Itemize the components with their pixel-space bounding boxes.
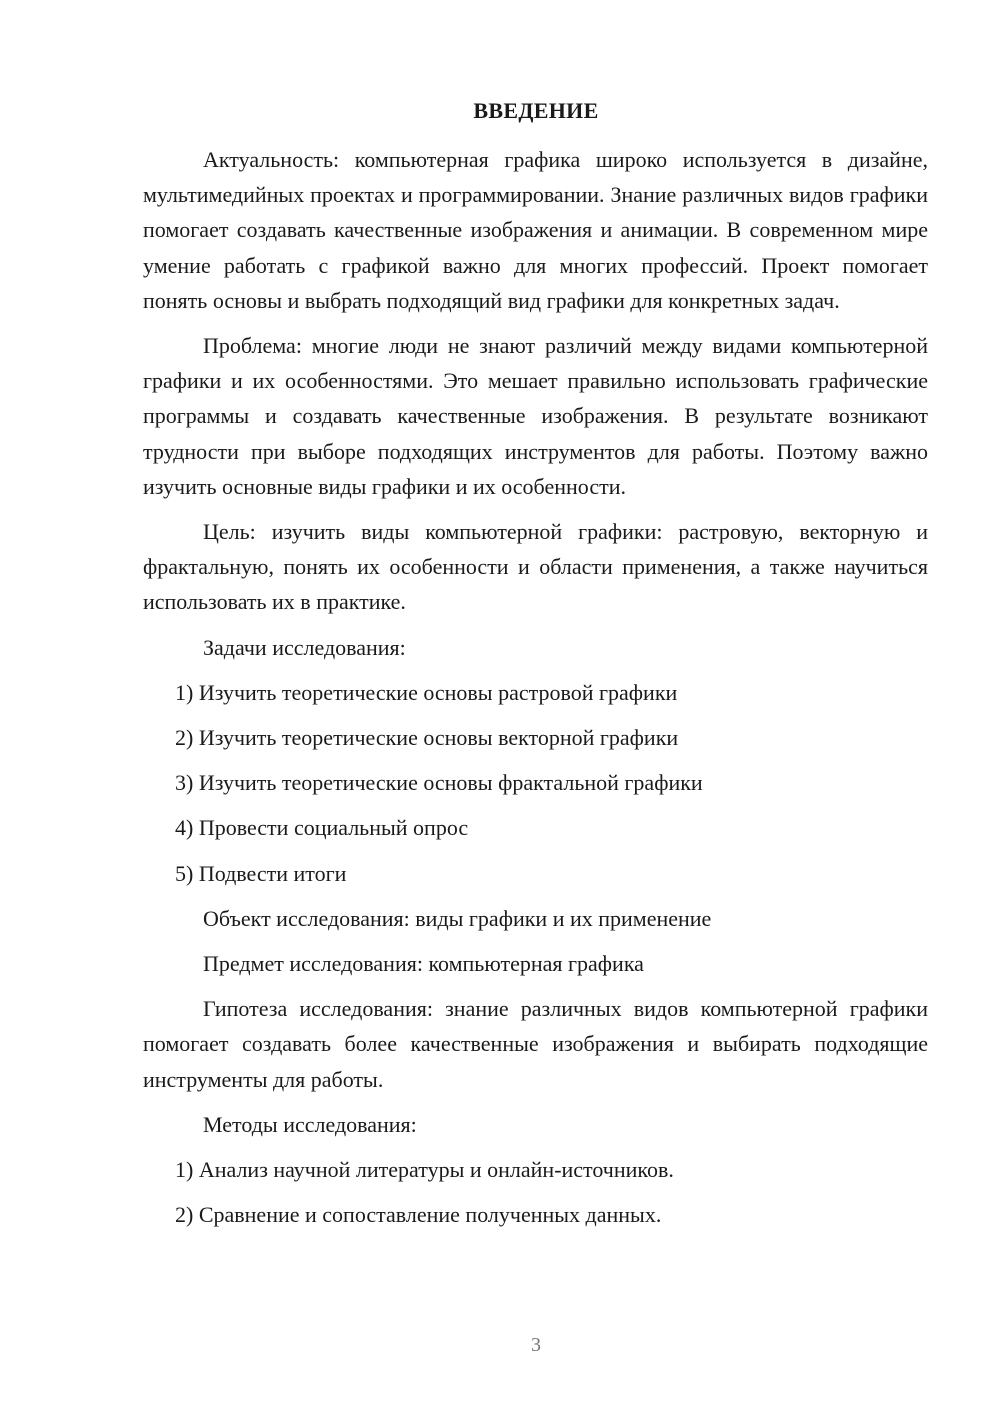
method-item-1: 1) Анализ научной литературы и онлайн-источников. — [175, 1157, 674, 1183]
task-item-5: 5) Подвести итоги — [175, 860, 347, 886]
task-item-2: 2) Изучить теоретические основы векторной графики — [175, 725, 679, 751]
subject-line: Предмет исследования: компьютерная графика — [203, 951, 644, 977]
relevance-paragraph: Актуальность: компьютерная графика широко используется в дизайне, мультимедийных проектах и программировании. Знание различных видов графики помогает создавать качественные изображения и анимации. В современном мире умение работать с графикой важно для многих профессий. Проект помогает понять основы и выбрать подходящий вид графики для конкретных задач. — [143, 147, 928, 313]
goal-paragraph: Цель: изучить виды компьютерной графики: растровую, векторную и фрактальную, понять их особенности и области применения, а также научиться использовать их в практике. — [143, 519, 928, 615]
task-item-4: 4) Провести социальный опрос — [175, 815, 469, 841]
page-number: 3 — [531, 1334, 541, 1356]
task-item-1: 1) Изучить теоретические основы растровой графики — [175, 679, 678, 705]
page-title: ВВЕДЕНИЕ — [473, 98, 599, 123]
hypothesis-paragraph: Гипотеза исследования: знание различных видов компьютерной графики помогает создавать более качественные изображения и выбирать подходящие инструменты для работы. — [143, 996, 928, 1092]
task-item-3: 3) Изучить теоретические основы фрактальной графики — [175, 770, 703, 796]
page-body — [143, 142, 928, 1242]
problem-paragraph: Проблема: многие люди не знают различий между видами компьютерной графики и их особенностями. Это мешает правильно использовать графические программы и создавать качественные изображения. В результате возникают трудности при выборе подходящих инструментов для работы. Поэтому важно изучить основные виды графики и их особенности. — [143, 333, 928, 499]
object-line: Объект исследования: виды графики и их применение — [203, 905, 712, 931]
tasks-heading: Задачи исследования: — [203, 634, 406, 660]
methods-heading: Методы исследования: — [203, 1111, 417, 1137]
method-item-2: 2) Сравнение и сопоставление полученных данных. — [175, 1202, 662, 1228]
